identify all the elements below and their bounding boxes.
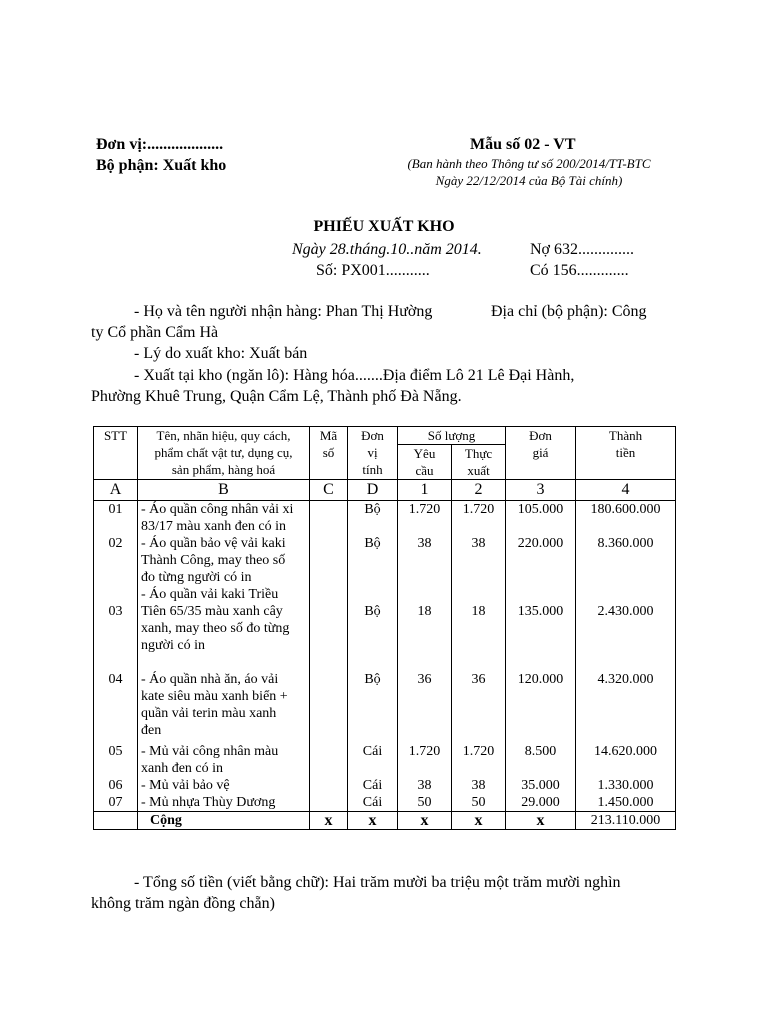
table-row	[94, 777, 676, 794]
document-number: Số: PX001...........	[316, 262, 430, 279]
row-amount: 8.360.000	[576, 535, 676, 586]
row-actual: 38	[452, 777, 506, 794]
header-requested: Yêu cầu	[398, 445, 452, 480]
row-item-name	[138, 671, 310, 743]
debit-account: Nợ 632..............	[530, 241, 635, 258]
department-label: Bộ phận: Xuất kho	[96, 157, 227, 174]
form-note-line-1: (Ban hành theo Thông tư số 200/2014/TT-BTC	[407, 156, 651, 171]
row-actual: 50	[452, 794, 506, 812]
row-price: 120.000	[506, 671, 576, 743]
row-item-name-line: 83/17 màu xanh đen có in	[141, 519, 287, 534]
table-row	[94, 794, 676, 812]
row-actual: 38	[452, 535, 506, 586]
column-letters-row: A B C D 1 2 3 4	[94, 480, 676, 501]
row-requested: 50	[398, 794, 452, 812]
row-actual: 1.720	[452, 501, 506, 536]
warehouse-line-cont: Phường Khuê Trung, Quận Cẩm Lệ, Thành phố Đà Nẵng.	[91, 388, 462, 405]
row-item-name	[138, 743, 310, 777]
header-name: Tên, nhãn hiệu, quy cách, phẩm chất vật tư, dụng cụ, sản phẩm, hàng hoá	[138, 427, 310, 480]
form-number: Mẫu số 02 - VT	[470, 136, 576, 153]
row-unit: Bộ	[348, 671, 398, 743]
row-code	[310, 501, 348, 536]
row-stt: 05	[94, 743, 138, 777]
row-item-name-line: đo từng người có in	[141, 570, 252, 585]
table-row	[94, 535, 676, 586]
credit-account: Có 156.............	[530, 262, 629, 279]
amount-in-words-cont: không trăm ngàn đồng chẵn)	[91, 895, 275, 912]
row-requested: 18	[398, 586, 452, 671]
row-item-name-line: - Áo quần công nhân vải xi	[141, 502, 294, 517]
row-unit: Bộ	[348, 535, 398, 586]
row-amount: 14.620.000	[576, 743, 676, 777]
row-stt: 01	[94, 501, 138, 536]
row-price: 29.000	[506, 794, 576, 812]
row-stt: 04	[94, 671, 138, 743]
row-amount: 2.430.000	[576, 586, 676, 671]
address-line: Địa chỉ (bộ phận): Công	[491, 303, 647, 320]
total-row: Cộng x x x x x 213.110.000	[94, 812, 676, 830]
row-item-name-line: kate siêu màu xanh biển +	[141, 689, 288, 704]
document-title: PHIẾU XUẤT KHO	[313, 218, 455, 235]
row-unit: Bộ	[348, 586, 398, 671]
row-actual: 1.720	[452, 743, 506, 777]
row-stt: 06	[94, 777, 138, 794]
row-item-name	[138, 777, 310, 794]
row-item-name-line: - Mủ vải công nhân màu	[141, 744, 279, 759]
row-price: 135.000	[506, 586, 576, 671]
table-row	[94, 586, 676, 671]
table-row	[94, 501, 676, 536]
header-unit: Đơn vị tính	[348, 427, 398, 480]
amount-in-words: - Tổng số tiền (viết bằng chữ): Hai trăm mười ba triệu một trăm mười nghìn	[134, 874, 621, 891]
row-requested: 1.720	[398, 501, 452, 536]
row-item-name-line: - Áo quần nhà ăn, áo vải	[141, 672, 279, 687]
row-unit: Cái	[348, 743, 398, 777]
total-label: Cộng	[138, 812, 310, 830]
row-requested: 1.720	[398, 743, 452, 777]
document-date: Ngày 28.tháng.10..năm 2014.	[292, 241, 482, 258]
header-stt: STT	[94, 427, 138, 480]
row-unit: Cái	[348, 777, 398, 794]
row-unit: Bộ	[348, 501, 398, 536]
row-item-name	[138, 794, 310, 812]
row-item-name-line: - Mủ vải bảo vệ	[141, 778, 230, 793]
row-item-name-line: đen	[141, 723, 162, 738]
row-price: 105.000	[506, 501, 576, 536]
row-item-name-line: Thành Công, may theo số	[141, 553, 286, 568]
table-row	[94, 743, 676, 777]
row-requested: 38	[398, 777, 452, 794]
header-actual: Thực xuất	[452, 445, 506, 480]
row-price: 35.000	[506, 777, 576, 794]
row-code	[310, 586, 348, 671]
row-item-name-line: xanh đen có in	[141, 761, 224, 776]
row-code	[310, 535, 348, 586]
row-item-name-line: - Áo quần bảo vệ vải kaki	[141, 536, 286, 551]
receiver-line-cont: ty Cổ phần Cẩm Hà	[91, 324, 219, 341]
row-stt: 07	[94, 794, 138, 812]
row-item-name-line: quần vải terin màu xanh	[141, 706, 277, 721]
row-code	[310, 743, 348, 777]
row-item-name	[138, 535, 310, 586]
row-price: 8.500	[506, 743, 576, 777]
row-unit: Cái	[348, 794, 398, 812]
goods-table	[93, 426, 676, 830]
row-amount: 1.450.000	[576, 794, 676, 812]
header-amount: Thành tiền	[576, 427, 676, 480]
row-code	[310, 671, 348, 743]
table-row	[94, 671, 676, 743]
row-actual: 18	[452, 586, 506, 671]
row-price: 220.000	[506, 535, 576, 586]
warehouse-line: - Xuất tại kho (ngăn lô): Hàng hóa.......Địa điểm Lô 21 Lê Đại Hành,	[134, 367, 575, 384]
row-code	[310, 777, 348, 794]
form-note-line-2: Ngày 22/12/2014 của Bộ Tài chính)	[435, 173, 623, 188]
row-stt: 03	[94, 586, 138, 671]
header-quantity: Số lượng	[398, 427, 506, 445]
row-item-name	[138, 501, 310, 536]
row-item-name-line: Tiên 65/35 màu xanh cây	[141, 604, 283, 619]
unit-label: Đơn vị:...................	[96, 136, 224, 153]
row-amount: 180.600.000	[576, 501, 676, 536]
row-amount: 4.320.000	[576, 671, 676, 743]
header-price: Đơn giá	[506, 427, 576, 480]
total-amount: 213.110.000	[576, 812, 676, 830]
table-body	[94, 501, 676, 812]
row-item-name	[138, 586, 310, 671]
receiver-line: - Họ và tên người nhận hàng: Phan Thị Hường	[134, 303, 433, 320]
row-item-name-line: - Áo quần vải kaki Triều	[141, 587, 279, 602]
row-amount: 1.330.000	[576, 777, 676, 794]
row-requested: 38	[398, 535, 452, 586]
reason-line: - Lý do xuất kho: Xuất bán	[134, 345, 308, 362]
row-item-name-line: - Mủ nhựa Thùy Dương	[141, 795, 276, 810]
row-stt: 02	[94, 535, 138, 586]
row-item-name-line: người có in	[141, 638, 205, 653]
row-code	[310, 794, 348, 812]
row-item-name-line: xanh, may theo số đo từng	[141, 621, 290, 636]
row-requested: 36	[398, 671, 452, 743]
header-code: Mã số	[310, 427, 348, 480]
row-actual: 36	[452, 671, 506, 743]
